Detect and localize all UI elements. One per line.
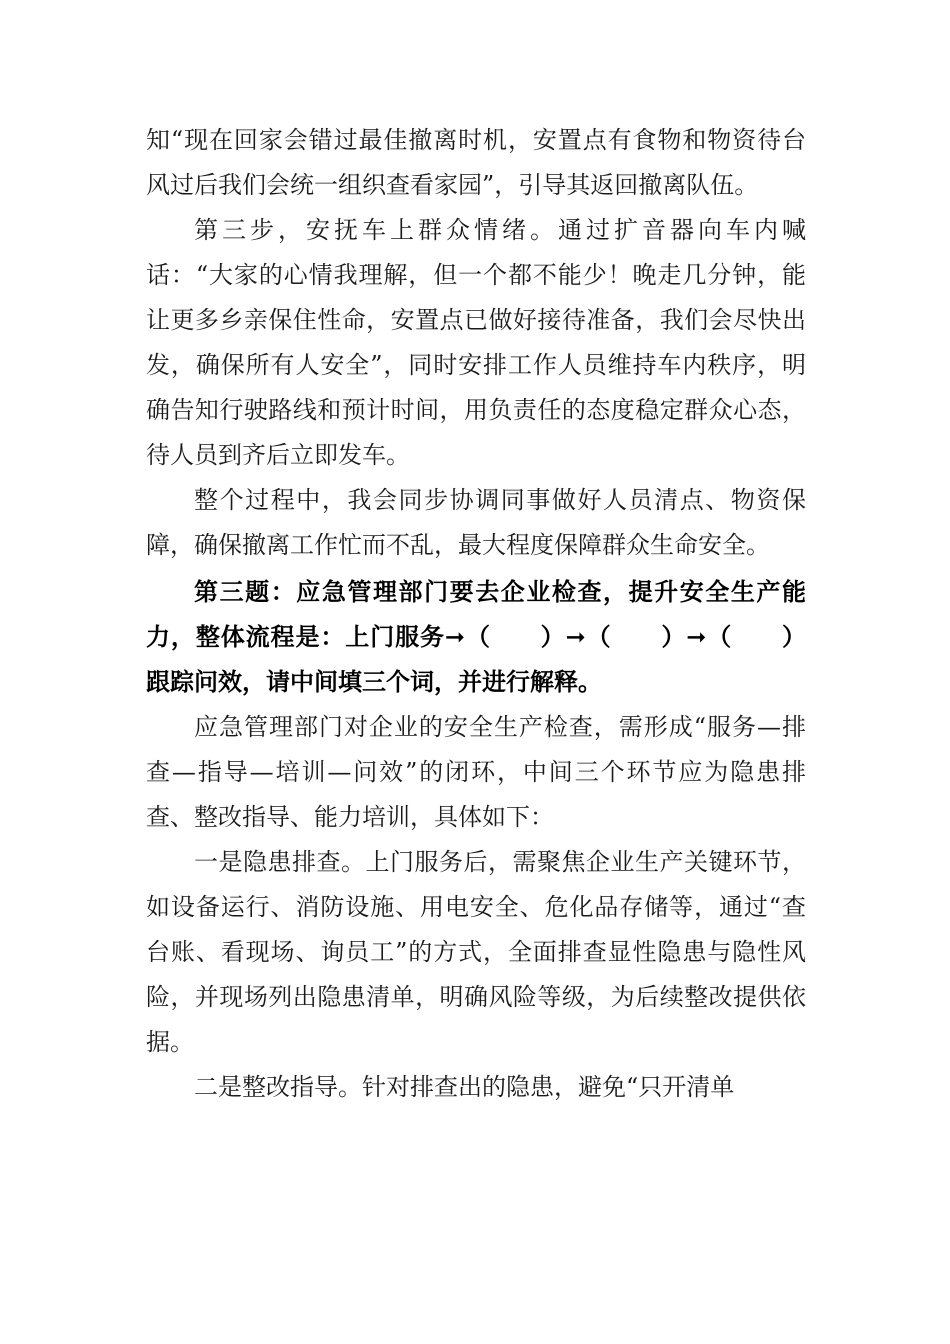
paragraph-summary: 整个过程中，我会同步协调同事做好人员清点、物资保障，确保撤离工作忙而不乱，最大程度保障群众生命安全。 xyxy=(146,486,806,559)
document-page xyxy=(146,118,806,1110)
paragraph-rectification-guidance: 二是整改指导。针对排查出的隐患，避免“只开清单 xyxy=(194,1073,735,1101)
paragraph-step-three: 第三步，安抚车上群众情绪。通过扩音器向车内喊话：“大家的心情我理解，但一个都不能少！晚走几分钟，能让更多乡亲保住性命，安置点已做好接待准备，我们会尽快出发，确保所有人安全”，同时安排工作人员维持车内秩序，明确告知行驶路线和预计时间，用负责任的态度稳定群众心态，待人员到齐后立即发车。 xyxy=(146,216,806,469)
paragraph-hazard-inspection: 一是隐患排查。上门服务后，需聚焦企业生产关键环节，如设备运行、消防设施、用电安全、危化品存储等，通过“查台账、看现场、询员工”的方式，全面排查显性隐患与隐性风险，并现场列出隐患清单，明确风险等级，为后续整改提供依据。 xyxy=(146,848,806,1056)
paragraph-continuation: 知“现在回家会错过最佳撤离时机，安置点有食物和物资待台风过后我们会统一组织查看家园”，引导其返回撤离队伍。 xyxy=(146,126,806,199)
question-three-heading: 第三题：应急管理部门要去企业检查，提升安全生产能力，整体流程是：上门服务➞（ ）➞（ ）➞（ ）跟踪问效，请中间填三个词，并进行解释。 xyxy=(146,578,806,696)
paragraph-answer-intro: 应急管理部门对企业的安全生产检查，需形成“服务—排查—指导—培训—问效”的闭环，中间三个环节应为隐患排查、整改指导、能力培训，具体如下： xyxy=(146,713,806,831)
